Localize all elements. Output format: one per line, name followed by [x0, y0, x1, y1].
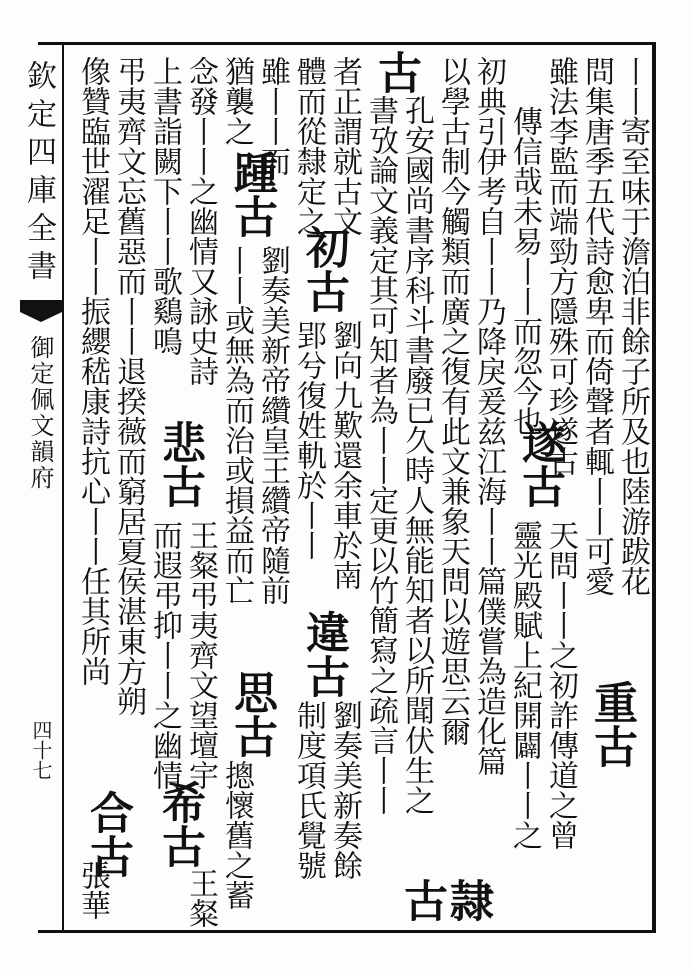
text-column-14d: 王粲 [183, 868, 218, 928]
text-column-9b: 劉向九歎還余車於南 [327, 320, 362, 590]
headword-li-gu: 隷古 [396, 878, 493, 922]
text-column-14b: 王粲弔夷齊文望壇宇 [183, 520, 218, 790]
text-column-17b: 張華 [75, 860, 110, 920]
text-column-5: 初典引伊考自丨丨乃降戾爰兹江海丨丨篇僕嘗為造化篇 [471, 56, 506, 776]
text-column-17: 像贊臨世濯足丨丨振纓嵇康詩抗心丨丨任其所尚 [75, 56, 110, 686]
text-column-3b: 天問丨丨之初詐傳道之曾 [543, 520, 578, 850]
text-column-13: 猶襲之 [219, 56, 254, 146]
text-column-3: 雖法李監而端勁方隱殊可珍遂古 [543, 56, 578, 476]
text-column-9: 者正謂就古文 [327, 56, 362, 236]
text-column-8: 孔安國尚書序科斗書廢已久時人無能知者以所聞伏生之 [399, 95, 434, 815]
text-column-6: 以學古制今觸類而廣之復有此文兼象天問以遊思云爾 [435, 56, 470, 746]
headword-he-gu: 合古 [82, 790, 133, 878]
headword-bei-gu: 悲古 [154, 420, 205, 508]
text-column-10: 體而從隸定之 [291, 56, 326, 236]
text-column-11: 雖丨丨而 [255, 56, 290, 176]
text-column-1: 丨丨寄至味于澹泊非餘子所及也陸游跋花 [615, 56, 650, 596]
text-column-16: 弔夷齊文忘舊惡而丨丨退揆薇而窮居夏侯湛東方朔 [111, 56, 146, 716]
headword-wei-gu: 違古 [298, 610, 349, 698]
text-column-10d: 制度項氏覺號 [291, 700, 326, 880]
text-column-4b: 靈光殿賦上紀開闢丨丨之 [507, 520, 542, 850]
volume-title: 御定佩文韻府 [26, 335, 54, 491]
page-number: 四十七 [29, 720, 53, 780]
text-column-4: 傳信哉未易丨丨而忽今也 [507, 106, 542, 436]
frame-bottom-rule [38, 930, 656, 933]
headword-si-gu: 思古 [226, 670, 277, 758]
text-column-10c: 劉奏美新奏餘 [327, 700, 362, 880]
headword-zhong-gu: 重古 [586, 680, 637, 768]
text-column-2: 問集唐季五代詩愈卑而倚聲者輒丨丨可愛 [579, 56, 614, 596]
text-column-10b: 郢兮復姓軌於丨丨 [291, 320, 326, 560]
headword-zhong-gu-2: 踵古 [226, 150, 277, 238]
fish-tail-mark-icon [20, 300, 62, 322]
headword-gu: 古 [370, 50, 421, 94]
headword-xi-gu: 希古 [154, 780, 205, 868]
headword-chu-gu: 初古 [298, 225, 349, 313]
text-column-11b: 劉奏美新帝纘皇王纘帝隨前 [255, 245, 290, 605]
book-title: 欽定四庫全書 [21, 60, 56, 288]
text-column-14c: 而遐弔抑丨丨之幽情 [147, 520, 182, 790]
text-column-7: 書攷論文義定其可知者為丨丨定更以竹簡寫之疏言丨丨 [363, 95, 398, 815]
text-column-12: 丨丨或無為而治或損益而亡 [219, 245, 254, 605]
frame-top-rule [38, 42, 656, 45]
text-column-12b: 摠懷舊之蓄 [219, 760, 254, 910]
text-column-15: 上書詣闕下丨丨歌鷄鳴 [147, 56, 182, 356]
headword-sui-gu: 遂古 [514, 420, 565, 508]
frame-right-rule [652, 42, 656, 933]
text-column-14: 念發丨丨之幽情又詠史詩 [183, 56, 218, 386]
